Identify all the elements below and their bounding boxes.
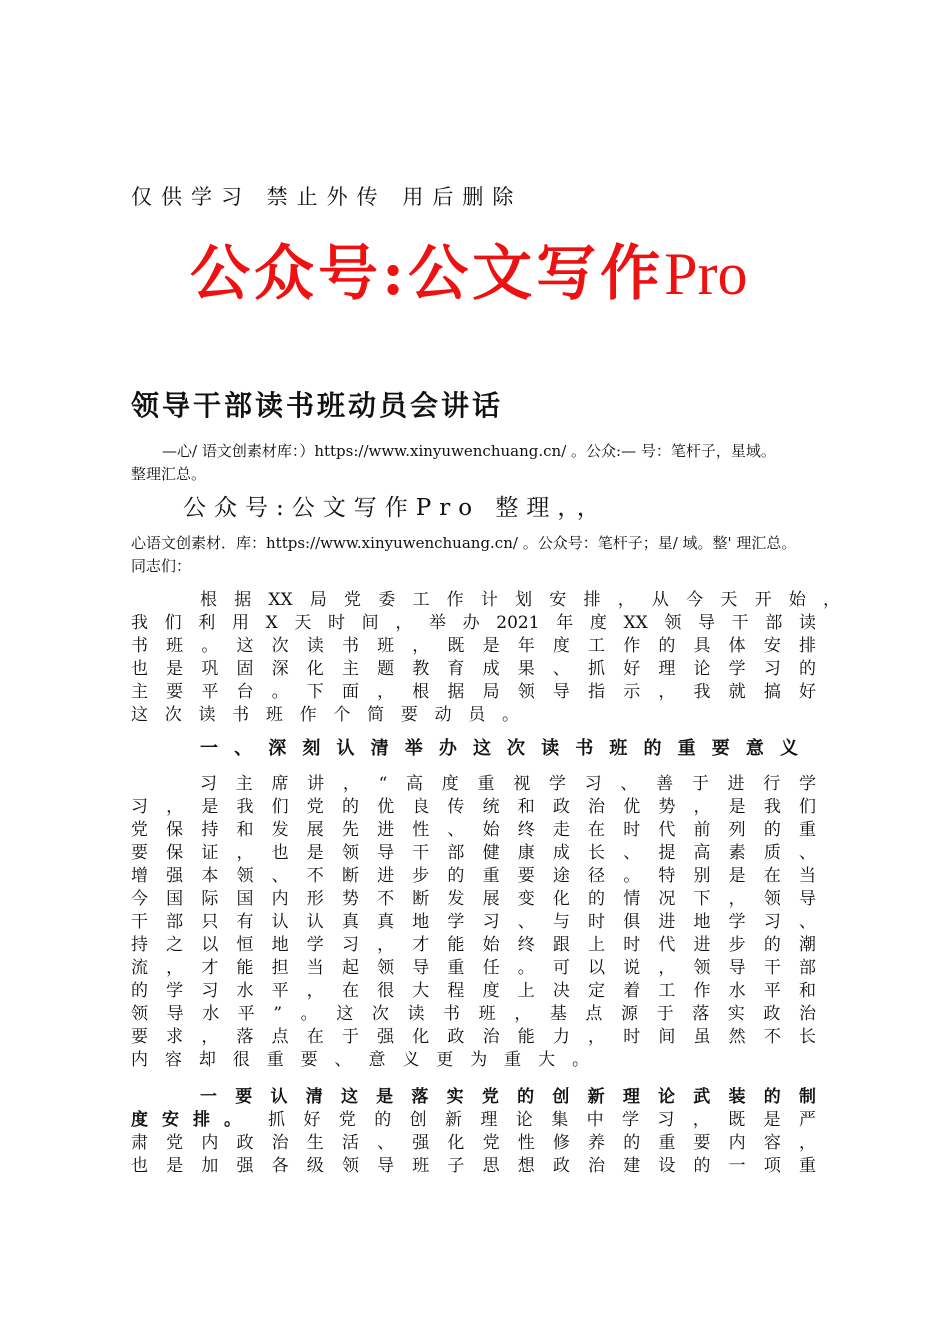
- source-line-cont: 整理汇总。: [131, 465, 207, 483]
- brand-suffix: Pro: [664, 241, 748, 307]
- source-line: —心/ 语文创素材库：）https://www.xinyuwenchuang.cn/ 。公众:— 号：笔杆子，星域。: [162, 442, 776, 460]
- paragraph-line: 抓好党的创新理论集中学习，既是严: [268, 1110, 816, 1130]
- paragraph-line: 今国际国内形势不断发展变化的情况下，领导: [131, 889, 816, 909]
- paragraph-line: 习主席讲，“高度重视学习、善于进行学: [200, 774, 816, 794]
- brand-banner: [190, 226, 748, 312]
- section-heading: 一、深刻认清举办这次读书班的重要意义: [200, 738, 798, 759]
- paragraph-line: 这次读书班作个简要动员。: [131, 705, 519, 725]
- salutation: 同志们：: [131, 557, 192, 575]
- paragraph-line: 党保持和发展先进性、始终走在时代前列的重: [131, 820, 816, 840]
- paragraph-line: 干部只有认认真真地学习、与时俱进地学习、: [131, 912, 816, 932]
- paragraph-line: 主要平台。下面，根据局领导指示，我就搞好: [131, 682, 816, 702]
- paragraph-line: 要求，落点在于强化政治能力，时间虽然不长: [131, 1027, 816, 1047]
- paragraph-line: 肃党内政治生活、强化党性修养的重要内容，: [131, 1133, 816, 1153]
- paragraph-line: 持之以恒地学习，才能始终跟上时代进步的潮: [131, 935, 816, 955]
- paragraph-line: 我们利用X天时间，举办2021年度XX领导干部读: [131, 613, 816, 633]
- paragraph-line: 流，才能担当起领导重任。可以说，领导干部: [131, 958, 816, 978]
- paragraph-line: 领导水平”。这次读书班，基点源于落实政治: [131, 1004, 816, 1024]
- paragraph-line: 也是巩固深化主题教育成果、抓好理论学习的: [131, 659, 816, 679]
- notice-line: 仅供学习 禁止外传 用后删除: [131, 185, 523, 209]
- paragraph-line: 习，是我们党的优良传统和政治优势，是我们: [131, 797, 816, 817]
- paragraph-line: 要保证，也是领导干部健康成长、提高素质、: [131, 843, 816, 863]
- sub-header: 公众号:公文写作Pro 整理，，: [183, 495, 608, 521]
- point-heading-cont: [131, 1108, 255, 1132]
- paragraph-line: 根据XX局党委工作计划安排，从今天开始，: [200, 590, 840, 610]
- paragraph-line: 增强本领、不断进步的重要途径。特别是在当: [131, 866, 816, 886]
- paragraph-line: 的学习水平，在很大程度上决定着工作水平和: [131, 981, 816, 1001]
- source-line: 心语文创素材．库：https://www.xinyuwenchuang.cn/ 。公众号：笔杆子；星/ 域。整' 理汇总。: [131, 534, 797, 552]
- paragraph-line: 书班。这次读书班，既是年度工作的具体安排: [131, 636, 816, 656]
- point-heading-end: 度安排。: [131, 1110, 255, 1130]
- paragraph-line: 内容却很重要、意义更为重大。: [131, 1050, 589, 1070]
- page-title: 领导干部读书班动员会讲话: [131, 389, 504, 422]
- point-heading: 一要认清这是落实党的创新理论武装的制: [200, 1087, 816, 1107]
- paragraph-line: 也是加强各级领导班子思想政治建设的一项重: [131, 1156, 816, 1176]
- brand-text: 公众号:公文写作: [190, 239, 665, 309]
